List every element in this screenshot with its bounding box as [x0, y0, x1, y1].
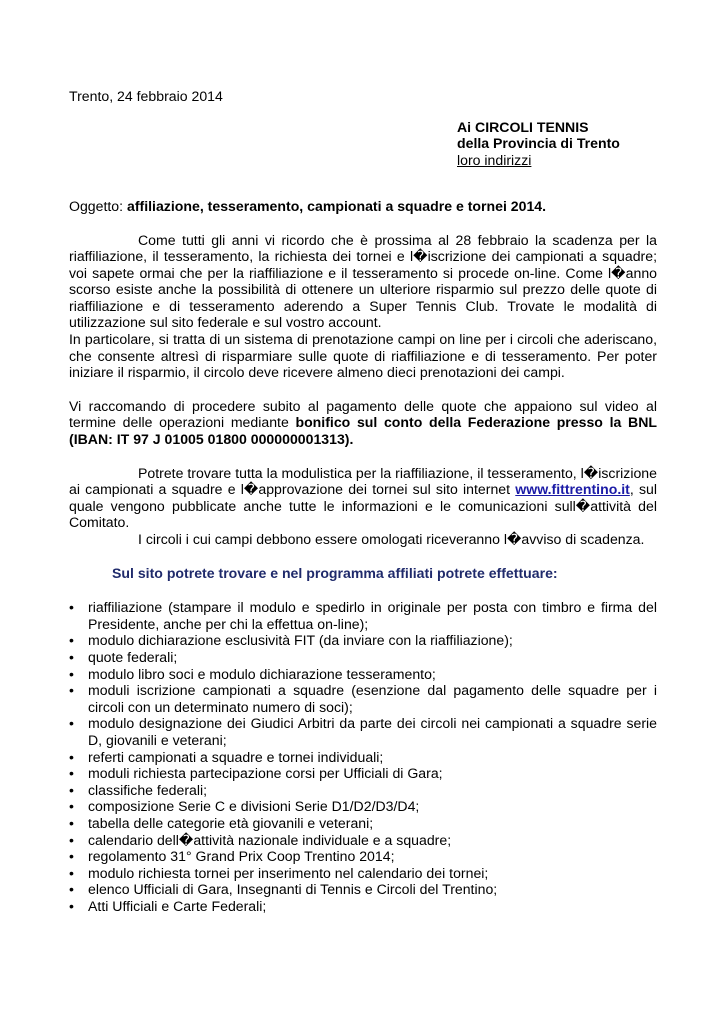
list-item-text: composizione Serie C e divisioni Serie D1/D2/D3/D4;	[88, 798, 420, 815]
list-item	[69, 815, 657, 832]
list-item	[69, 765, 657, 782]
bullet-icon: •	[69, 599, 74, 616]
website-link[interactable]: www.fittrentino.it	[515, 481, 630, 498]
iban-bold-text: bonifico sul conto della Federazione presso la BNL (IBAN: IT 97 J 01005 01800 000000001313).	[69, 414, 657, 448]
list-item	[69, 632, 657, 649]
paragraph-4-end: , sul quale vengono pubblicate anche tutte le informazioni e le comunicazioni sull�attività del Comitato.	[69, 481, 657, 531]
list-item-text: tabella delle categorie età giovanili e veterani;	[88, 814, 374, 831]
subject-line	[69, 198, 657, 215]
bullet-icon: •	[69, 715, 74, 732]
bullet-icon: •	[69, 814, 74, 831]
list-item-text: moduli iscrizione campionati a squadre (esenzione dal pagamento delle squadre per i circoli con un determinato numero di soci);	[88, 682, 657, 715]
list-item-text: modulo dichiarazione esclusività FIT (da inviare con la riaffiliazione);	[88, 632, 513, 649]
list-item	[69, 832, 657, 849]
list-item	[69, 865, 657, 882]
paragraph-4-text: Potrete trovare tutta la modulistica per la riaffiliazione, il tesseramento, l�iscrizione ai campionati a squadre e l�approvazione dei tornei sul sito internet	[69, 464, 657, 498]
bullet-icon: •	[69, 864, 74, 881]
services-list	[69, 599, 657, 914]
list-item	[69, 666, 657, 683]
addressee-block	[457, 119, 657, 169]
bullet-icon: •	[69, 831, 74, 848]
bullet-icon: •	[69, 897, 74, 914]
list-item-text: calendario dell�attività nazionale individuale e a squadre;	[88, 831, 452, 848]
bullet-icon: •	[69, 798, 74, 815]
paragraph-3	[69, 398, 657, 448]
bullet-icon: •	[69, 682, 74, 699]
list-item-text: elenco Ufficiali di Gara, Insegnanti di Tennis e Circoli del Trentino;	[88, 881, 498, 898]
addressee-line-3: loro indirizzi	[457, 151, 532, 168]
letter-date: Trento, 24 febbraio 2014	[69, 88, 223, 104]
list-item	[69, 898, 657, 915]
subject-text: affiliazione, tesseramento, campionati a squadre e tornei 2014.	[127, 198, 547, 214]
letter-body	[69, 84, 657, 914]
list-item-text: modulo designazione dei Giudici Arbitri da parte dei circoli nei campionati a squadre serie D, giovanili e veterani;	[88, 715, 657, 748]
paragraph-2: In particolare, si tratta di un sistema di prenotazione campi on line per i circoli che aderiscano, che consente altresì di risparmiare sulle quote di riaffiliazione e di tesseramento. Per poter iniziare il risparmio, il circolo deve ricevere almeno dieci prenotazioni dei campi.	[69, 331, 657, 381]
list-item-text: moduli richiesta partecipazione corsi per Ufficiali di Gara;	[88, 765, 443, 782]
list-item	[69, 599, 657, 632]
paragraph-3-text: Vi raccomando di procedere subito al pagamento delle quote che appaiono sul video al termine delle operazioni mediante	[69, 397, 657, 431]
list-item-text: referti campionati a squadre e tornei individuali;	[88, 748, 384, 765]
subject-label: Oggetto:	[69, 198, 124, 214]
paragraph-5: I circoli i cui campi debbono essere omologati riceveranno l�avviso di scadenza.	[138, 531, 645, 547]
list-item-text: riaffiliazione (stampare il modulo e spedirlo in originale per posta con timbro e firma del Presidente, anche per chi la effettua on-line);	[88, 599, 657, 632]
bullet-icon: •	[69, 781, 74, 798]
list-item-text: quote federali;	[88, 648, 178, 665]
paragraph-4	[69, 465, 657, 531]
list-item	[69, 682, 657, 715]
list-item	[69, 649, 657, 666]
bullet-icon: •	[69, 848, 74, 865]
list-item	[69, 798, 657, 815]
section-heading: Sul sito potrete trovare e nel programma affiliati potrete effettuare:	[112, 564, 558, 581]
paragraph-1: Come tutti gli anni vi ricordo che è prossima al 28 febbraio la scadenza per la riaffiliazione, il tesseramento, la richiesta dei tornei e l�iscrizione dei campionati a squadre; voi sapete ormai che per la riaffiliazione e il tesseramento si procede on-line. Come l�anno scorso esiste anche la possibilità di ottenere un ulteriore risparmio sul prezzo delle quote di riaffiliazione e di tesseramento aderendo a Super Tennis Club. Trovate le modalità di utilizzazione sul sito federale e sul vostro account.	[69, 231, 657, 331]
list-item-text: classifiche federali;	[88, 781, 208, 798]
bullet-icon: •	[69, 765, 74, 782]
bullet-icon: •	[69, 632, 74, 649]
addressee-line-1: Ai CIRCOLI TENNIS	[457, 118, 589, 135]
addressee-line-2: della Provincia di Trento	[457, 135, 620, 151]
list-item-text: regolamento 31° Grand Prix Coop Trentino 2014;	[88, 848, 395, 865]
list-item	[69, 715, 657, 748]
list-item	[69, 782, 657, 799]
list-item-text: Atti Ufficiali e Carte Federali;	[88, 897, 267, 914]
list-item	[69, 881, 657, 898]
list-item-text: modulo libro soci e modulo dichiarazione tesseramento;	[88, 665, 436, 682]
bullet-icon: •	[69, 648, 74, 665]
bullet-icon: •	[69, 665, 74, 682]
list-item	[69, 749, 657, 766]
list-item	[69, 848, 657, 865]
list-item-text: modulo richiesta tornei per inserimento nel calendario dei tornei;	[88, 864, 489, 881]
bullet-icon: •	[69, 748, 74, 765]
bullet-icon: •	[69, 881, 74, 898]
